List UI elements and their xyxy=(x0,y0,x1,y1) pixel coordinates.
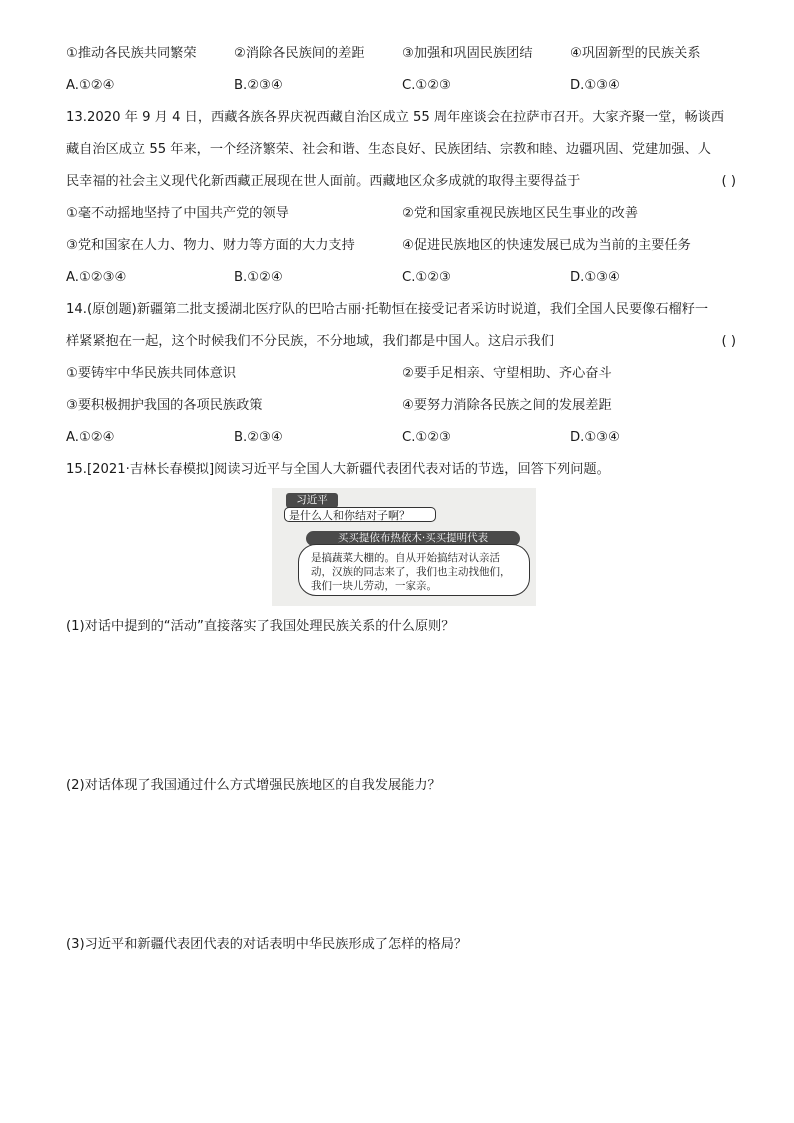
q13-statement-4: ④促进民族地区的快速发展已成为当前的主要任务 xyxy=(402,238,691,253)
dialogue-figure xyxy=(272,488,536,606)
question-bubble: 是什么人和你结对子啊？ xyxy=(284,507,436,522)
q14-stem-line-1: 14.(原创题)新疆第二批支援湖北医疗队的巴哈古丽·托勒恒在接受记者采访时说道，我们全国人民要像石榴籽一 xyxy=(66,302,709,317)
q14-statement-4: ④要努力消除各民族之间的发展差距 xyxy=(402,398,612,413)
answer-line-2: 动，汉族的同志来了，我们也主动找他们， xyxy=(311,566,511,578)
q14-statement-3: ③要积极拥护我国的各项民族政策 xyxy=(66,398,263,413)
q14-stem-line-2: 样紧紧抱在一起，这个时候我们不分民族，不分地域，我们都是中国人。这启示我们 xyxy=(66,334,554,349)
q13-option-c[interactable]: C.①②③ xyxy=(402,270,451,285)
q14-answer-blank[interactable]: ( ) xyxy=(721,334,736,349)
q15-subquestion-2: (2)对话体现了我国通过什么方式增强民族地区的自我发展能力？ xyxy=(66,778,441,793)
answer-area-3[interactable] xyxy=(66,958,738,1098)
q13-option-d[interactable]: D.①③④ xyxy=(570,270,620,285)
q15-subquestion-3: (3)习近平和新疆代表团代表的对话表明中华民族形成了怎样的格局？ xyxy=(66,937,468,952)
q13-stem-line-1: 13.2020 年 9 月 4 日，西藏各族各界庆祝西藏自治区成立 55 周年座谈会在拉萨市召开。大家齐聚一堂，畅谈西 xyxy=(66,110,725,125)
q13-statement-1: ①毫不动摇地坚持了中国共产党的领导 xyxy=(66,206,289,221)
speaker-label-1: 习近平 xyxy=(286,493,338,508)
q12-statement-4: ④巩固新型的民族关系 xyxy=(570,46,701,61)
answer-bubble xyxy=(298,544,530,596)
q12-statement-1: ①推动各民族共同繁荣 xyxy=(66,46,197,61)
q14-statement-1: ①要铸牢中华民族共同体意识 xyxy=(66,366,237,381)
answer-area-2[interactable] xyxy=(66,799,738,929)
q12-option-c[interactable]: C.①②③ xyxy=(402,78,451,93)
answer-area-1[interactable] xyxy=(66,640,738,770)
q13-stem-line-3: 民幸福的社会主义现代化新西藏正展现在世人面前。西藏地区众多成就的取得主要得益于 xyxy=(66,174,581,189)
q12-option-b[interactable]: B.②③④ xyxy=(234,78,283,93)
q13-option-a[interactable]: A.①②③④ xyxy=(66,270,127,285)
q12-statement-2: ②消除各民族间的差距 xyxy=(234,46,365,61)
q13-answer-blank[interactable]: ( ) xyxy=(721,174,736,189)
q12-option-d[interactable]: D.①③④ xyxy=(570,78,620,93)
answer-line-1: 是搞蔬菜大棚的。自从开始搞结对认亲活 xyxy=(311,552,500,564)
q14-option-d[interactable]: D.①③④ xyxy=(570,430,620,445)
answer-line-3: 我们一块儿劳动，一家亲。 xyxy=(311,580,437,592)
speaker-label-2: 买买提依布热依木·买买提明代表 xyxy=(306,531,520,546)
q13-statement-2: ②党和国家重视民族地区民生事业的改善 xyxy=(402,206,639,221)
q14-statement-2: ②要手足相亲、守望相助、齐心奋斗 xyxy=(402,366,612,381)
q12-option-a[interactable]: A.①②④ xyxy=(66,78,115,93)
q15-stem: 15.[2021·吉林长春模拟]阅读习近平与全国人大新疆代表团代表对话的节选，回答下列问题。 xyxy=(66,462,610,477)
q15-subquestion-1: (1)对话中提到的“活动”直接落实了我国处理民族关系的什么原则？ xyxy=(66,619,455,634)
q14-option-a[interactable]: A.①②④ xyxy=(66,430,115,445)
q12-statement-3: ③加强和巩固民族团结 xyxy=(402,46,533,61)
q13-stem-line-2: 藏自治区成立 55 年来，一个经济繁荣、社会和谐、生态良好、民族团结、宗教和睦、边疆巩固、党建加强、人 xyxy=(66,142,711,157)
q13-statement-3: ③党和国家在人力、物力、财力等方面的大力支持 xyxy=(66,238,355,253)
q14-option-c[interactable]: C.①②③ xyxy=(402,430,451,445)
q13-option-b[interactable]: B.①②④ xyxy=(234,270,283,285)
q14-option-b[interactable]: B.②③④ xyxy=(234,430,283,445)
